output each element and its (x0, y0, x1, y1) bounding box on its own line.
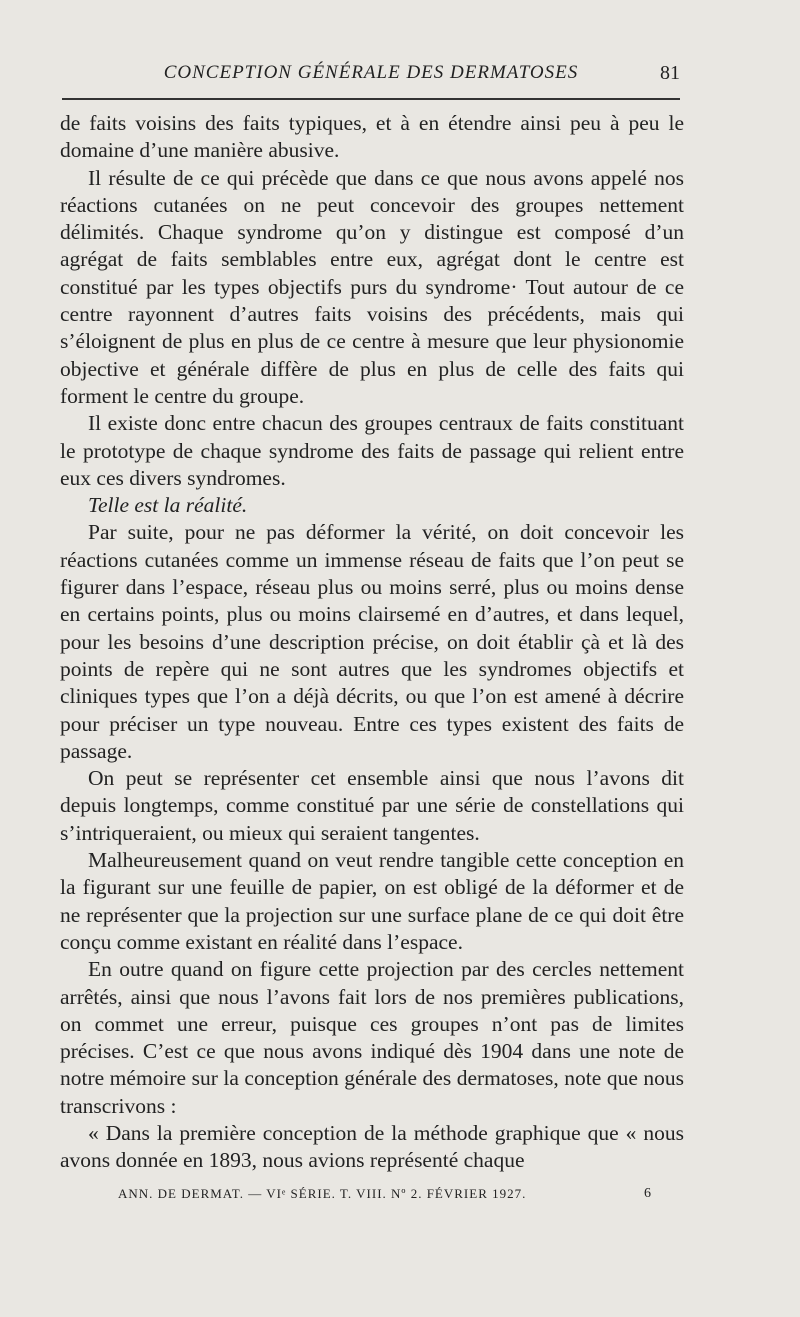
footer (62, 1186, 680, 1206)
page-number: 81 (660, 62, 680, 84)
paragraph: On peut se représenter cet ensemble ainsi que nous l’avons dit depuis longtemps, comme constitué par une série de constellations qui s’intriqueraient, ou mieux qui seraient tangentes. (60, 766, 684, 845)
paragraph: En outre quand on figure cette projection par des cercles nettement arrêtés, ainsi que nous l’avons fait lors de nos premières publications, on commet une erreur, puisque ces groupes n’ont pas de limites précises. C’est ce que nous avons indiqué dès 1904 dans une note de notre mémoire sur la conception générale des dermatoses, note que nous transcrivons : (60, 957, 684, 1118)
header-rule (62, 98, 680, 100)
paragraph: Il résulte de ce qui précède que dans ce que nous avons appelé nos réactions cutanées on ne peut concevoir des groupes nettement délimités. Chaque syndrome qu’on y distingue est composé d’un agrégat de faits semblables entre eux, agrégat dont le centre est constitué par les types objectifs purs du syndrome· Tout autour de ce centre rayonnent d’autres faits voisins des précédents, mais qui s’éloignent de plus en plus de ce centre à mesure que leur physionomie objective et générale diffère de plus en plus de celle des faits qui forment le centre du groupe. (60, 165, 684, 408)
paragraph: Malheureusement quand on veut rendre tangible cette conception en la figurant sur une feuille de papier, on est obligé de la déformer et de ne représenter que la projection sur une surface plane de ce qui doit être conçu comme existant en réalité dans l’espace. (60, 848, 684, 954)
paragraph: Par suite, pour ne pas déformer la vérité, on doit concevoir les réactions cutanées comme un immense réseau de faits que l’on peut se figurer dans l’espace, réseau plus ou moins serré, plus ou moins dense en certains points, plus ou moins clairsemé en d’autres, et dans lequel, pour les besoins d’une description précise, on doit établir çà et là des points de repère qui ne sont autres que les syndromes objectifs et cliniques types que l’on a déjà décrits, ou que l’on est amené à décrire pour préciser un type nouveau. Entre ces types existent des faits de passage. (60, 520, 684, 763)
running-header (62, 62, 680, 88)
quote-paragraph: « Dans la première conception de la méthode graphique que « nous avons donnée en 1893, nous avions représenté chaque (60, 1120, 684, 1173)
journal-citation: ANN. DE DERMAT. — VIᵉ SÉRIE. T. VIII. Nº 2. FÉVRIER 1927. (118, 1186, 527, 1201)
paragraph: Il existe donc entre chacun des groupes centraux de faits constituant le prototype de chaque syndrome des faits de passage qui relient entre eux ces divers syndromes. (60, 411, 684, 490)
italic-paragraph: Telle est la réalité. (88, 493, 248, 518)
running-title: CONCEPTION GÉNÉRALE DES DERMATOSES (163, 62, 579, 83)
signature-mark: 6 (644, 1186, 652, 1201)
body-text (60, 110, 684, 1175)
paragraph: de faits voisins des faits typiques, et à en étendre ainsi peu à peu le domaine d’une manière abusive. (60, 111, 684, 163)
